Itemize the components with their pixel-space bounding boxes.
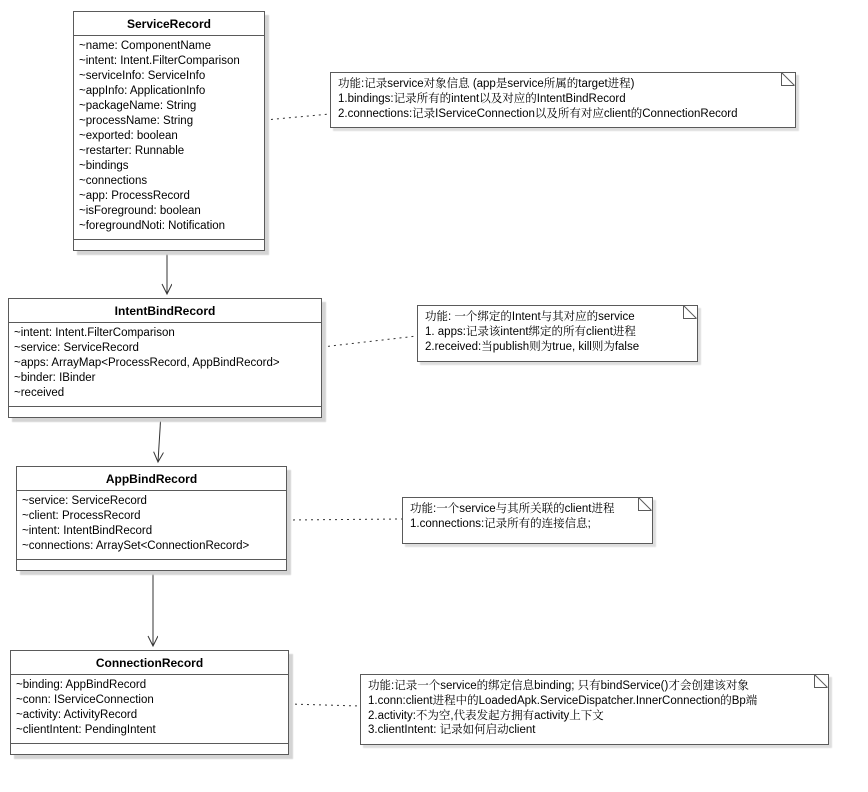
attribute-row: ~processName: String — [79, 115, 194, 127]
class-footer-compartment — [9, 407, 321, 417]
note-fold-icon — [683, 305, 698, 320]
class-name: ConnectionRecord — [11, 651, 288, 675]
attribute-row: ~client: ProcessRecord — [22, 510, 141, 522]
class-attributes — [17, 491, 286, 560]
attribute-row: ~bindings — [79, 160, 129, 172]
class-name: IntentBindRecord — [9, 299, 321, 323]
attribute-row: ~packageName: String — [79, 100, 197, 112]
attribute-row: ~clientIntent: PendingIntent — [16, 724, 156, 736]
attribute-row: ~service: ServiceRecord — [22, 495, 147, 507]
attribute-row: ~isForeground: boolean — [79, 205, 201, 217]
class-box-servicerecord — [73, 11, 265, 251]
class-box-intentbindrecord — [8, 298, 322, 418]
attribute-row: ~service: ServiceRecord — [14, 342, 139, 354]
attribute-row: ~connections — [79, 175, 148, 187]
attribute-row: ~restarter: Runnable — [79, 145, 185, 157]
note-connector-servicerecord — [265, 114, 330, 120]
note-line: 功能: 一个绑定的Intent与其对应的service — [425, 311, 635, 323]
attribute-row: ~activity: ActivityRecord — [16, 709, 138, 721]
attribute-row: ~binder: IBinder — [14, 372, 96, 384]
note-connectionrecord — [360, 674, 829, 745]
note-connector-connectionrecord — [289, 704, 360, 706]
note-servicerecord — [330, 72, 796, 128]
note-line: 1.conn:client进程中的LoadedApk.ServiceDispatcher.InnerConnection的Bp端 — [368, 694, 758, 707]
note-lines — [425, 310, 690, 354]
attribute-row: ~binding: AppBindRecord — [16, 679, 147, 691]
note-line: 1. apps:记录该intent绑定的所有client进程 — [425, 325, 636, 338]
class-name: AppBindRecord — [17, 467, 286, 491]
attribute-row: ~intent: IntentBindRecord — [22, 525, 153, 537]
attribute-row: ~intent: Intent.FilterComparison — [14, 327, 175, 339]
attribute-row: ~name: ComponentName — [79, 40, 212, 52]
note-appbindrecord — [402, 497, 653, 544]
note-lines — [338, 77, 788, 121]
note-line: 1.connections:记录所有的连接信息; — [410, 517, 591, 530]
attribute-row: ~serviceInfo: ServiceInfo — [79, 70, 206, 82]
arrow-intentbindrecord-to-appbindrecord — [158, 413, 161, 462]
class-box-connectionrecord — [10, 650, 289, 755]
note-line: 2.connections:记录IServiceConnection以及所有对应client的ConnectionRecord — [338, 107, 738, 120]
class-box-appbindrecord — [16, 466, 287, 571]
attribute-row: ~app: ProcessRecord — [79, 190, 190, 202]
note-connector-appbindrecord — [287, 519, 402, 520]
note-line: 2.activity:不为空,代表发起方拥有activity上下文 — [368, 709, 604, 722]
attribute-row: ~received — [14, 387, 65, 399]
class-attributes — [11, 675, 288, 744]
attribute-row: ~foregroundNoti: Notification — [79, 220, 226, 232]
attribute-row: ~apps: ArrayMap<ProcessRecord, AppBindRecord> — [14, 357, 280, 369]
class-attributes — [9, 323, 321, 407]
attribute-row: ~conn: IServiceConnection — [16, 694, 154, 706]
note-line: 1.bindings:记录所有的intent以及对应的IntentBindRecord — [338, 92, 626, 105]
note-lines — [368, 679, 821, 738]
note-fold-icon — [781, 72, 796, 87]
note-line: 功能:一个service与其所关联的client进程 — [410, 503, 615, 515]
attribute-row: ~connections: ArraySet<ConnectionRecord> — [22, 540, 250, 552]
attribute-row: ~intent: Intent.FilterComparison — [79, 55, 240, 67]
note-connector-intentbindrecord — [322, 336, 417, 347]
note-intentbindrecord — [417, 305, 698, 362]
note-fold-icon — [638, 497, 653, 512]
note-fold-icon — [814, 674, 829, 689]
attribute-row: ~exported: boolean — [79, 130, 178, 142]
note-line: 功能:记录一个service的绑定信息binding; 只有bindService()才会创建该对象 — [368, 680, 749, 692]
note-line: 3.clientIntent: 记录如何启动client — [368, 724, 536, 737]
class-footer-compartment — [11, 744, 288, 754]
attribute-row: ~appInfo: ApplicationInfo — [79, 85, 206, 97]
class-footer-compartment — [17, 560, 286, 570]
note-line: 功能:记录service对象信息 (app是service所属的target进程) — [338, 78, 635, 90]
class-name: ServiceRecord — [74, 12, 264, 36]
note-line: 2.received:当publish则为true, kill则为false — [425, 340, 640, 353]
class-footer-compartment — [74, 240, 264, 250]
class-attributes — [74, 36, 264, 240]
note-lines — [410, 502, 645, 532]
